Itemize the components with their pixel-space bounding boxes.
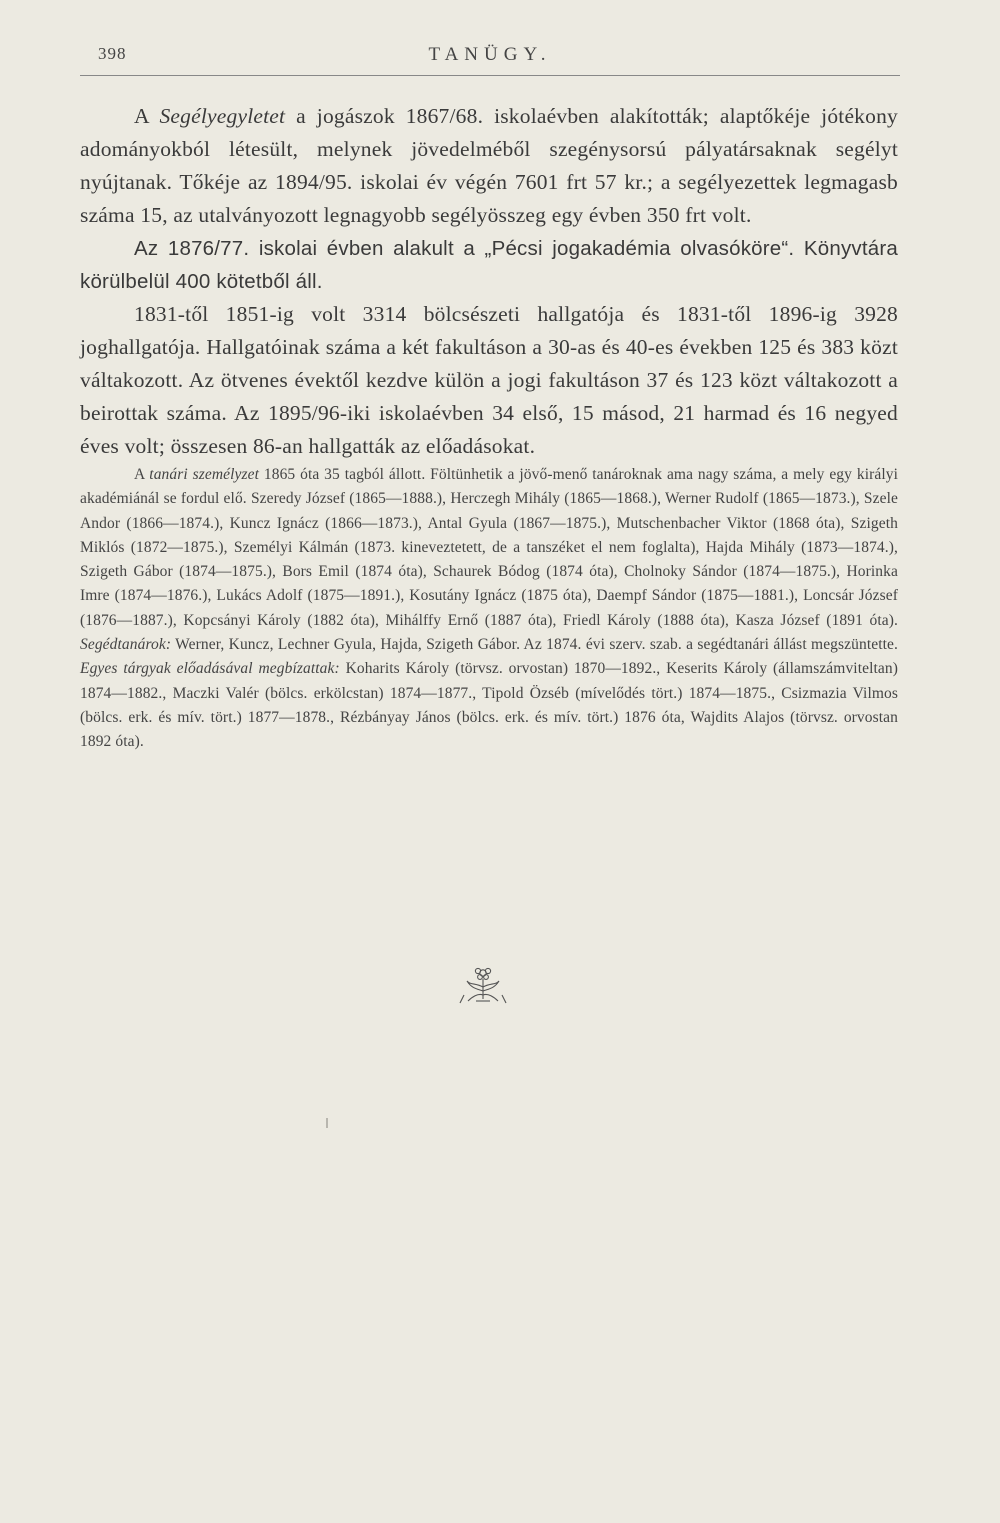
small-italic-2: Segédtanárok: <box>80 636 172 654</box>
paragraph-olvasokor: Az 1876/77. iskolai évben alakult a „Pécsi jogakadémia olvasóköre“. Könyvtára körülbelül 400 kötetből áll. <box>80 237 898 293</box>
small-text-4: Koharits Károly (törvsz. orvostan) 1870—1892., Keserits Károly (államszámviteltan) 1874—1882., Maczki Valér (bölcs. erkölcstan) 1874—1877., Tipold Özséb (mívelődés tört.) 1874—1875., Csizmazia Vilmos (bölcs. erk. és mív. tört.) 1877—1878., Rézbányay János (bölcs. erk. és mív. tört.) 1876 óta, Wajdits Alajos (törvsz. orvostan 1892 óta). <box>80 660 898 751</box>
small-italic-3: Egyes tárgyak előadásával megbízattak: <box>80 660 340 678</box>
header-rule <box>80 75 900 76</box>
main-text <box>80 100 898 755</box>
page-number: 398 <box>98 44 127 63</box>
small-text-3: Werner, Kuncz, Lechner Gyula, Hajda, Szigeth Gábor. Az 1874. évi szerv. szab. a segédtanári állást megszüntette. <box>171 636 898 654</box>
small-text-1: A <box>134 466 150 483</box>
small-italic-1: tanári személyzet <box>149 466 260 483</box>
small-text-2: 1865 óta 35 tagból állott. Föltünhetik a jövő-menő tanároknak ama nagy száma, a mely egy királyi akadémiánál se fordul elő. Szeredy József (1865—1888.), Herczegh Mihály (1865—1868.), Werner Rudolf (1865—1873.), Szele Andor (1866—1874.), Kuncz Ignácz (1866—1873.), Antal Gyula (1867—1875.), Mutschenbacher Viktor (1868 óta), Szigeth Miklós (1872—1875.), Személyi Kálmán (1873. kineveztetett, de a tanszéket el nem foglalta), Hajda Mihály (1873—1874.), Szigeth Gábor (1874—1875.), Bors Emil (1874 óta), Schaurek Bódog (1874 óta), Cholnoky Sándor (1874—1875.), Horinka Imre (1874—1876.), Lukács Adolf (1875—1891.), Kosutány Ignácz (1875 óta), Daempf Sándor (1875—1881.), Loncsár József (1876—1887.), Kopcsányi Károly (1882 óta), Mihálffy Ernő (1887 óta), Friedl Károly (1888 óta), Kasza József (1891 óta). <box>80 466 899 629</box>
scan-mark <box>326 1118 328 1128</box>
para-1-prefix: A <box>134 104 160 128</box>
paragraph-tanari-szemelyzet <box>80 463 898 755</box>
para-1-text: a jogászok 1867/68. iskolaévben alakították; alaptőkéje jótékony adományokból létesült, melynek jövedelméből szegénysorsú pályatársaknak segélyt nyújtanak. Tőkéje az 1894/95. iskolai év végén 7601 frt 57 kr.; a segélyezettek legmagasb száma 15, az utalványozott legnagyobb segélyösszeg egy évben 350 frt volt. <box>80 104 898 227</box>
paragraph-hallgatok: 1831-től 1851-ig volt 3314 bölcsészeti hallgatója és 1831-től 1896-ig 3928 joghallgatója. Hallgatóinak száma a két fakultáson a 30-as és 40-es években 125 és 383 közt váltakozott. Az ötvenes évektől kezdve külön a jogi fakultáson 37 és 123 közt váltakozott a beirottak száma. Az 1895/96-iki iskolaévben 34 első, 15 másod, 21 harmad és 16 negyed éves volt; összesen 86-an hallgatták az előadásokat. <box>80 302 898 458</box>
paragraph-segelyegylet <box>80 100 898 232</box>
floral-vignette-icon <box>458 965 508 1005</box>
para-1-italic: Segélyegyletet <box>159 104 286 128</box>
running-title: TANÜGY. <box>428 44 552 65</box>
floral-vignette-svg <box>458 965 508 1005</box>
page-header <box>80 44 900 74</box>
